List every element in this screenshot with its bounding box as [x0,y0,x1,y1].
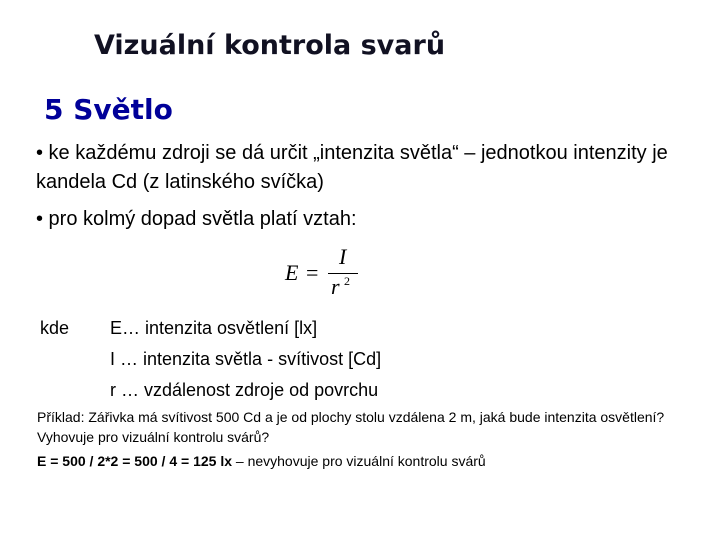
example-text: Příklad: Zářivka má svítivost 500 Cd a je od plochy stolu vzdálena 2 m, jaká bude intenzita osvětlení? Vyhovuje pro vizuální kontrolu svárů? [37,409,665,445]
definition-i: I … intenzita světla - svítivost [Cd] [110,349,382,369]
result-equation: E = 500 / 2*2 = 500 / 4 = 125 lx [37,453,232,469]
where-label: kde [40,318,70,338]
formula-numerator: I [339,244,347,269]
bullet-intensity: • ke každému zdroji se dá určit „intenzita světla“ – jednotkou intenzity je kandela Cd (z latinského svíčka) [36,142,668,193]
example-result [37,451,486,471]
formula-exponent: 2 [344,274,350,288]
slide-title: Vizuální kontrola svarů [94,30,446,61]
bullet-relation: • pro kolmý dopad světla platí vztah: [36,208,357,230]
formula [282,246,362,304]
formula-denominator: r [331,274,340,299]
formula-equals: = [306,260,319,285]
definition-e: E… intenzita osvětlení [lx] [110,318,318,338]
section-heading: 5 Světlo [44,93,173,126]
formula-lhs: E [285,260,299,285]
definition-r: r … vzdálenost zdroje od povrchu [110,380,379,400]
result-conclusion: – nevyhovuje pro vizuální kontrolu svárů [232,453,486,469]
